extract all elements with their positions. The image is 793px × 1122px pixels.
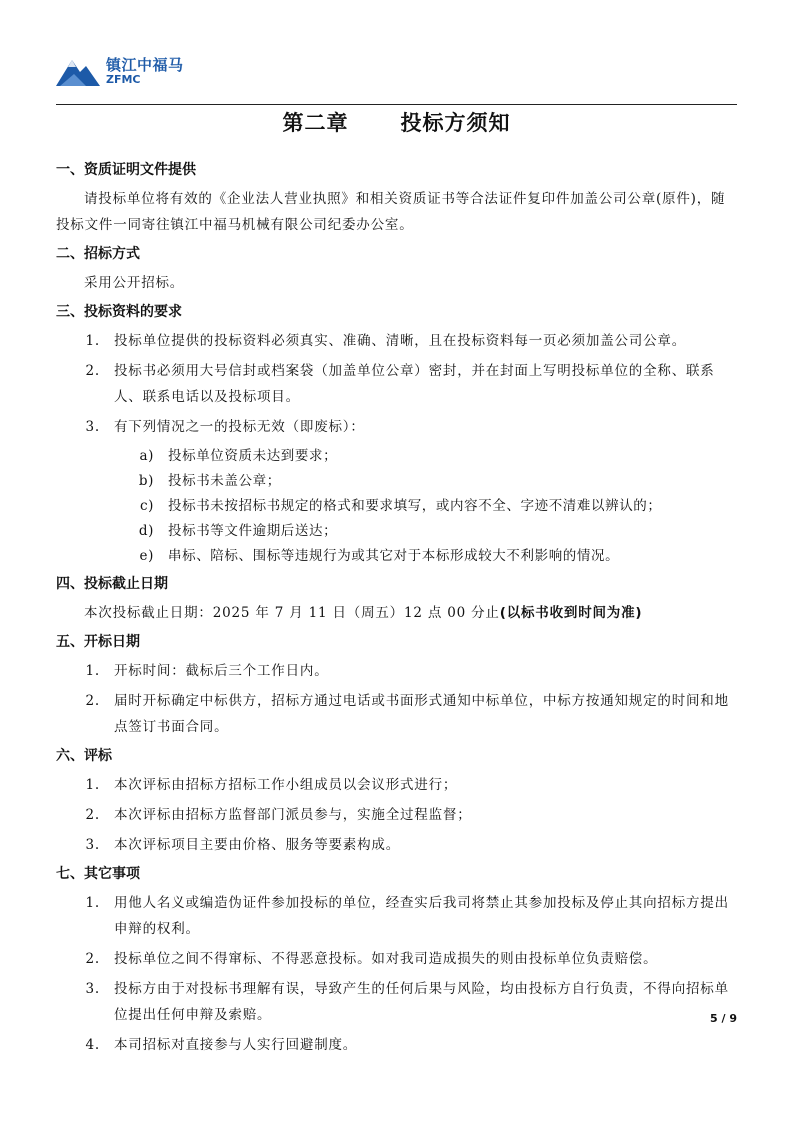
list-number: 2. xyxy=(85,807,100,823)
company-logo xyxy=(56,56,184,86)
section-heading: 五、开标日期 xyxy=(56,634,140,650)
sub-list-item xyxy=(56,544,737,568)
list-item xyxy=(56,414,737,440)
list-number: 2. xyxy=(85,693,100,709)
section-paragraph: 请投标单位将有效的《企业法人营业执照》和相关资质证书等合法证件复印件加盖公司公章(原件)，随投标文件一同寄往镇江中福马机械有限公司纪委办公室。 xyxy=(56,191,726,233)
sub-list-item xyxy=(56,444,737,468)
section-heading: 二、招标方式 xyxy=(56,246,140,262)
sub-list-text: 投标单位资质未达到要求； xyxy=(168,448,338,464)
section-heading: 六、评标 xyxy=(56,748,112,764)
logo-name-en: ZFMC xyxy=(106,72,141,86)
list-text: 本次评标项目主要由价格、服务等要素构成。 xyxy=(114,837,400,853)
sub-list-letter: b) xyxy=(138,473,154,489)
deadline-text: 本次投标截止日期：2025 年 7 月 11 日（周五）12 点 00 分止 xyxy=(84,605,500,621)
list-text: 开标时间：截标后三个工作日内。 xyxy=(114,663,329,679)
chapter-title: 投标方须知 xyxy=(400,111,511,135)
sub-list-letter: e) xyxy=(139,548,154,564)
list-item xyxy=(56,976,737,1028)
list-text: 有下列情况之一的投标无效（即废标）： xyxy=(114,419,365,435)
sub-list-text: 投标书未按招标书规定的格式和要求填写，或内容不全、字迹不清难以辨认的； xyxy=(168,498,662,514)
sub-list-item xyxy=(56,519,737,543)
list-item xyxy=(56,328,737,354)
sub-list-text: 串标、陪标、围标等违规行为或其它对于本标形成较大不利影响的情况。 xyxy=(168,548,620,564)
logo-name-cn: 镇江中福马 xyxy=(106,55,184,74)
list-item xyxy=(56,688,737,740)
list-number: 1. xyxy=(85,333,100,349)
section-heading: 三、投标资料的要求 xyxy=(56,304,182,320)
list-number: 3. xyxy=(85,419,100,435)
page-number: 5 / 9 xyxy=(710,1012,737,1025)
list-number: 1. xyxy=(85,777,100,793)
list-item xyxy=(56,802,737,828)
section-paragraph: 采用公开招标。 xyxy=(84,275,185,291)
list-text: 投标方由于对投标书理解有误，导致产生的任何后果与风险，均由投标方自行负责，不得向招标单位提出任何申辩及索赔。 xyxy=(114,981,729,1023)
section-heading: 一、资质证明文件提供 xyxy=(56,162,196,178)
list-item xyxy=(56,890,737,942)
sub-list-letter: a) xyxy=(139,448,154,464)
list-item xyxy=(56,832,737,858)
deadline-note: (以标书收到时间为准) xyxy=(499,605,643,621)
list-text: 投标单位之间不得窜标、不得恶意投标。如对我司造成损失的则由投标单位负责赔偿。 xyxy=(114,951,658,967)
list-number: 3. xyxy=(85,981,100,997)
list-item xyxy=(56,1032,737,1058)
list-text: 投标书必须用大号信封或档案袋（加盖单位公章）密封，并在封面上写明投标单位的全称、联系人、联系电话以及投标项目。 xyxy=(114,363,715,405)
list-text: 本次评标由招标方监督部门派员参与，实施全过程监督； xyxy=(114,807,472,823)
section-heading: 七、其它事项 xyxy=(56,866,140,882)
sub-list-letter: d) xyxy=(138,523,154,539)
list-number: 1. xyxy=(85,663,100,679)
mountain-logo-icon xyxy=(56,56,100,86)
list-item xyxy=(56,946,737,972)
list-number: 2. xyxy=(85,363,100,379)
list-number: 1. xyxy=(85,895,100,911)
list-text: 本次评标由招标方招标工作小组成员以会议形式进行； xyxy=(114,777,458,793)
list-text: 投标单位提供的投标资料必须真实、准确、清晰，且在投标资料每一页必须加盖公司公章。 xyxy=(114,333,686,349)
list-number: 2. xyxy=(85,951,100,967)
list-item xyxy=(56,358,737,410)
list-text: 届时开标确定中标供方，招标方通过电话或书面形式通知中标单位，中标方按通知规定的时间和地点签订书面合同。 xyxy=(114,693,729,735)
page-title xyxy=(56,107,737,137)
header-rule xyxy=(56,104,737,105)
list-text: 本司招标对直接参与人实行回避制度。 xyxy=(114,1037,358,1053)
section-heading: 四、投标截止日期 xyxy=(56,576,168,592)
document-body xyxy=(56,160,737,1062)
sub-list-item xyxy=(56,494,737,518)
deadline-paragraph xyxy=(56,600,737,626)
sub-list-item xyxy=(56,469,737,493)
list-item xyxy=(56,772,737,798)
list-text: 用他人名义或编造伪证件参加投标的单位，经查实后我司将禁止其参加投标及停止其向招标方提出申辩的权利。 xyxy=(114,895,729,937)
sub-list-text: 投标书未盖公章； xyxy=(168,473,281,489)
list-number: 4. xyxy=(85,1037,100,1053)
chapter-label: 第二章 xyxy=(282,111,349,135)
list-item xyxy=(56,658,737,684)
sub-list-letter: c) xyxy=(139,498,154,514)
list-number: 3. xyxy=(85,837,100,853)
sub-list-text: 投标书等文件逾期后送达； xyxy=(168,523,338,539)
